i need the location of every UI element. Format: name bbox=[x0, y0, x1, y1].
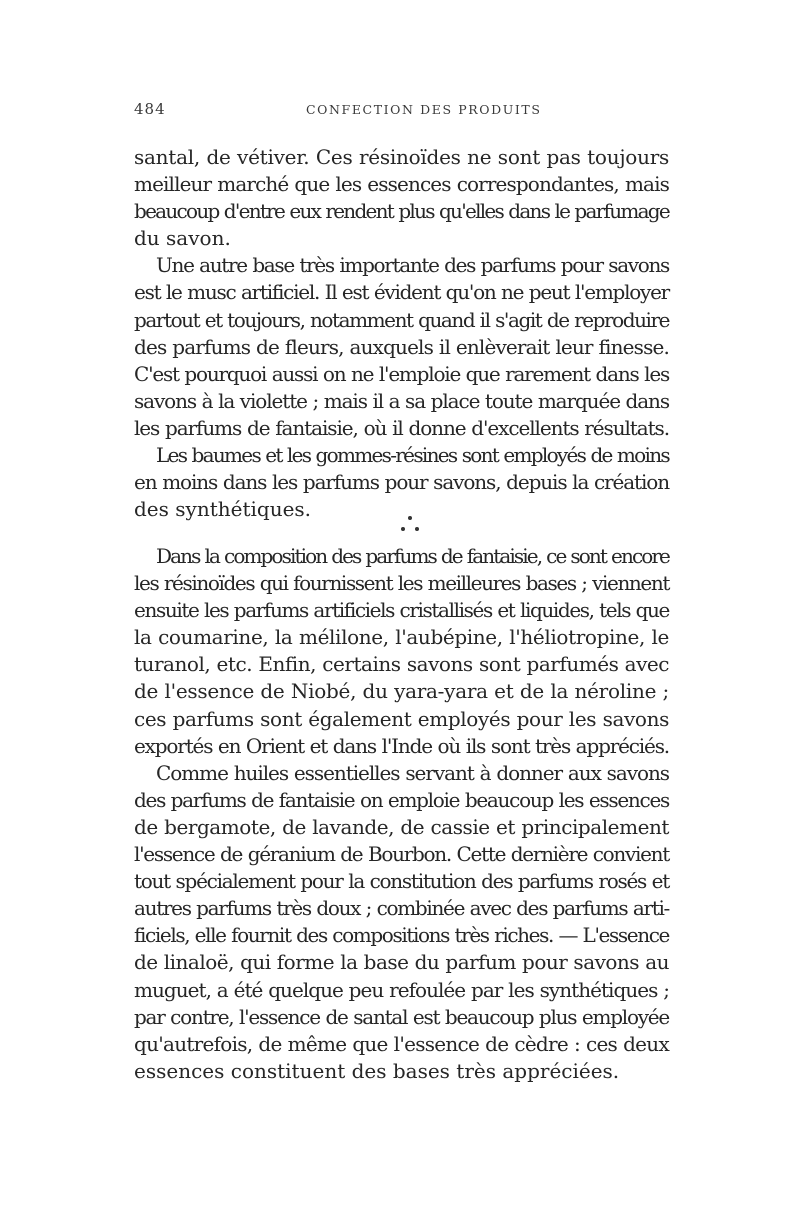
text-line: Comme huiles essentielles servant à donner aux savons bbox=[156, 760, 669, 785]
page-header bbox=[134, 100, 669, 124]
text-line: ensuite les parfums artificiels cristallisés et liquides, tels que bbox=[134, 598, 669, 623]
text-line: des parfums de fantaisie on emploie beaucoup les essences bbox=[134, 787, 669, 812]
text-line: de bergamote, de lavande, de cassie et principalement bbox=[134, 814, 669, 839]
asterism-dot bbox=[408, 516, 412, 520]
text-line: les parfums de fantaisie, où il donne d'excellents résultats. bbox=[134, 415, 669, 440]
text-line: autres parfums très doux ; combinée avec des parfums arti- bbox=[134, 896, 669, 921]
asterism-dot bbox=[401, 527, 405, 531]
asterism-separator bbox=[395, 513, 425, 539]
text-line: santal, de vétiver. Ces résinoïdes ne sont pas toujours bbox=[134, 145, 669, 169]
running-head: CONFECTION DES PRODUITS bbox=[306, 102, 542, 117]
text-line: muguet, a été quelque peu refoulée par les synthétiques ; bbox=[134, 977, 669, 1002]
text-line: ficiels, elle fournit des compositions très riches. — L'essence bbox=[134, 923, 669, 948]
paragraph bbox=[134, 252, 669, 442]
text-line: les résinoïdes qui fournissent les meilleures bases ; viennent bbox=[134, 571, 669, 596]
text-line: du savon. bbox=[134, 226, 231, 251]
text-line: l'essence de géranium de Bourbon. Cette dernière convient bbox=[134, 842, 669, 867]
text-line: en moins dans les parfums pour savons, depuis la création bbox=[134, 470, 669, 495]
text-line: Les baumes et les gommes-résines sont employés de moins bbox=[156, 443, 669, 468]
text-block-before-ornament bbox=[134, 144, 669, 523]
text-line: qu'autrefois, de même que l'essence de cèdre : ces deux bbox=[134, 1031, 669, 1056]
text-line: tout spécialement pour la constitution des parfums rosés et bbox=[134, 869, 669, 894]
text-block-after-ornament bbox=[134, 543, 669, 1085]
text-line: de linaloë, qui forme la base du parfum pour savons au bbox=[134, 950, 669, 975]
text-line: ces parfums sont également employés pour les savons bbox=[134, 706, 669, 731]
text-line: par contre, l'essence de santal est beaucoup plus employée bbox=[134, 1004, 669, 1029]
text-line: beaucoup d'entre eux rendent plus qu'elles dans le parfumage bbox=[134, 199, 669, 224]
text-line: Dans la composition des parfums de fantaisie, ce sont encore bbox=[156, 544, 669, 568]
text-line: Une autre base très importante des parfums pour savons bbox=[156, 253, 669, 278]
text-line: est le musc artificiel. Il est évident qu'on ne peut l'employer bbox=[134, 280, 669, 305]
text-line: des synthétiques. bbox=[134, 497, 312, 522]
text-line: de l'essence de Niobé, du yara-yara et de la néroline ; bbox=[134, 679, 669, 704]
text-line: C'est pourquoi aussi on ne l'emploie que rarement dans les bbox=[134, 361, 669, 386]
paragraph bbox=[134, 760, 669, 1085]
text-line: savons à la violette ; mais il a sa place toute marquée dans bbox=[134, 388, 669, 413]
text-line: exportés en Orient et dans l'Inde où ils sont très appréciés. bbox=[134, 733, 669, 758]
paragraph bbox=[134, 144, 669, 252]
text-line: turanol, etc. Enfin, certains savons sont parfumés avec bbox=[134, 652, 669, 677]
text-line: des parfums de fleurs, auxquels il enlèverait leur finesse. bbox=[134, 334, 669, 359]
text-line: partout et toujours, notamment quand il s'agit de reproduire bbox=[134, 307, 669, 332]
paragraph bbox=[134, 442, 669, 523]
page-number: 484 bbox=[134, 100, 166, 118]
text-line: essences constituent des bases très appréciées. bbox=[134, 1058, 620, 1083]
asterism-dot bbox=[415, 527, 419, 531]
paragraph bbox=[134, 543, 669, 760]
text-line: meilleur marché que les essences correspondantes, mais bbox=[134, 172, 669, 197]
text-line: la coumarine, la mélilone, l'aubépine, l'héliotropine, le bbox=[134, 625, 669, 650]
